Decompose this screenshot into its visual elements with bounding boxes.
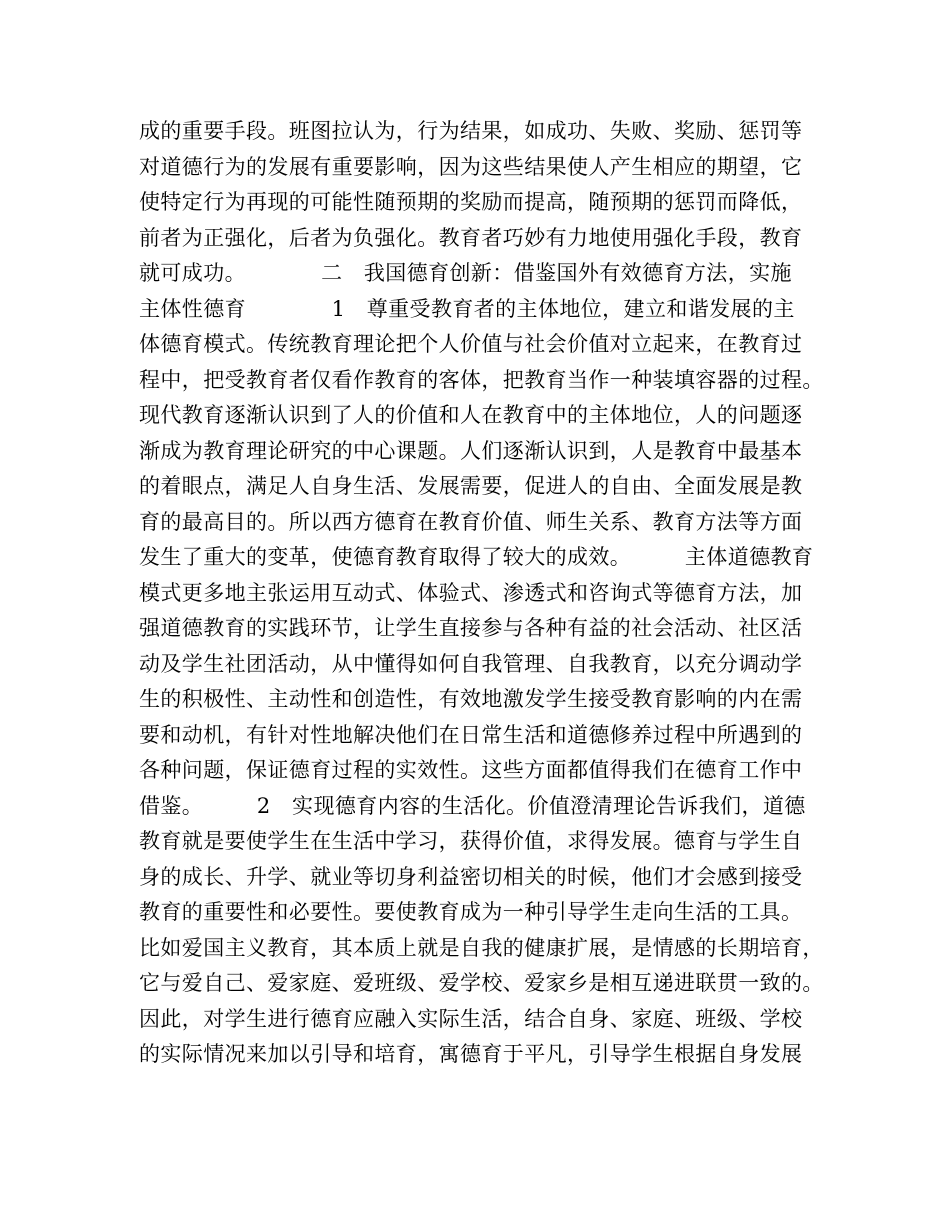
text-line: 渐成为教育理论研究的中心课题。人们逐渐认识到，人是教育中最基本 xyxy=(139,438,803,463)
text-line: 的着眼点，满足人自身生活、发展需要，促进人的自由、全面发展是教 xyxy=(139,474,803,498)
text-line: 教育的重要性和必要性。要使教育成为一种引导学生走向生活的工具。 xyxy=(139,900,803,924)
text-line: 强道德教育的实践环节，让学生直接参与各种有益的社会活动、社区活 xyxy=(139,616,803,640)
text-line: 要和动机，有针对性地解决他们在日常生活和道德修养过程中所遇到的 xyxy=(139,722,803,747)
text-line: 借鉴。 2 实现德育内容的生活化。价值澄清理论告诉我们，道德 xyxy=(139,793,806,818)
text-line: 发生了重大的变革，使德育教育取得了较大的成效。 主体道德教育 xyxy=(139,545,814,569)
text-line: 各种问题，保证德育过程的实效性。这些方面都值得我们在德育工作中 xyxy=(139,758,803,782)
text-line: 动及学生社团活动，从中懂得如何自我管理、自我教育，以充分调动学 xyxy=(139,651,803,676)
text-line: 程中，把受教育者仅看作教育的客体，把教育当作一种装填容器的过程。 xyxy=(139,367,824,392)
text-line: 生的积极性、主动性和创造性，有效地激发学生接受教育影响的内在需 xyxy=(139,687,803,711)
text-line: 体德育模式。传统教育理论把个人价值与社会价值对立起来，在教育过 xyxy=(139,332,803,356)
text-line: 就可成功。 二 我国德育创新：借鉴国外有效德育方法，实施 xyxy=(139,261,792,285)
text-line: 对道德行为的发展有重要影响，因为这些结果使人产生相应的期望，它 xyxy=(139,154,803,179)
text-line: 的实际情况来加以引导和培育，寓德育于平凡，引导学生根据自身发展 xyxy=(139,1042,803,1066)
text-line: 因此，对学生进行德育应融入实际生活，结合自身、家庭、班级、学校 xyxy=(139,1006,803,1031)
text-line: 育的最高目的。所以西方德育在教育价值、师生关系、教育方法等方面 xyxy=(139,509,803,534)
text-line: 教育就是要使学生在生活中学习，获得价值，求得发展。德育与学生自 xyxy=(139,829,803,853)
text-line: 现代教育逐渐认识到了人的价值和人在教育中的主体地位，人的问题逐 xyxy=(139,403,803,427)
text-line: 身的成长、升学、就业等切身利益密切相关的时候，他们才会感到接受 xyxy=(139,864,803,889)
text-line: 成的重要手段。班图拉认为，行为结果，如成功、失败、奖励、惩罚等 xyxy=(139,119,803,143)
text-line: 使特定行为再现的可能性随预期的奖励而提高，随预期的惩罚而降低， xyxy=(139,190,803,214)
text-line: 主体性德育 1 尊重受教育者的主体地位，建立和谐发展的主 xyxy=(139,296,795,321)
text-line: 模式更多地主张运用互动式、体验式、渗透式和咨询式等德育方法，加 xyxy=(139,580,803,605)
text-line: 比如爱国主义教育，其本质上就是自我的健康扩展，是情感的长期培育， xyxy=(139,935,824,960)
text-line: 前者为正强化，后者为负强化。教育者巧妙有力地使用强化手段，教育 xyxy=(139,225,803,250)
text-line: 它与爱自己、爱家庭、爱班级、爱学校、爱家乡是相互递进联贯一致的。 xyxy=(139,971,824,995)
body-text xyxy=(139,114,829,1073)
